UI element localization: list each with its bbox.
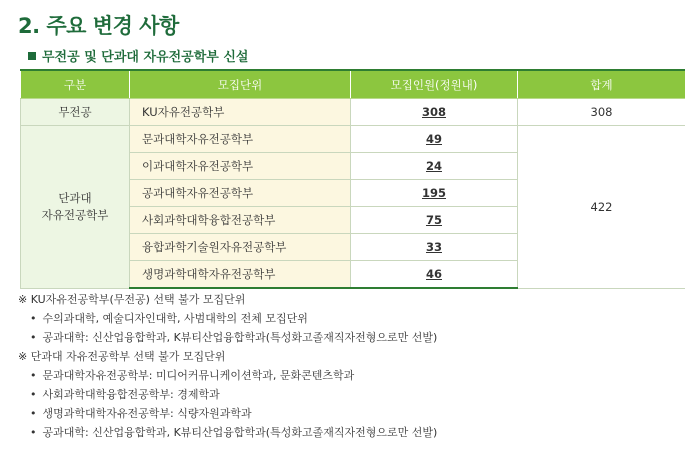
recruitment-table bbox=[20, 69, 685, 289]
unit-cell: 사회과학대학융합전공학부 bbox=[130, 207, 351, 234]
note-item: • 공과대학: 신산업융합학과, K뷰티산업융합학과(특성화고졸재직자전형으로만 선발) bbox=[18, 423, 437, 442]
subtitle-text: 무전공 및 단과대 자유전공학부 신설 bbox=[42, 50, 249, 65]
count-cell bbox=[351, 153, 518, 180]
unit-cell: 문과대학자유전공학부 bbox=[130, 126, 351, 153]
note-item: • 생명과학대학자유전공학부: 식량자원과학과 bbox=[18, 404, 437, 423]
count-cell bbox=[351, 99, 518, 126]
unit-cell: 생명과학대학자유전공학부 bbox=[130, 261, 351, 289]
table-header-row bbox=[21, 70, 685, 99]
notes-section bbox=[18, 290, 437, 442]
count-value: 46 bbox=[425, 267, 442, 281]
square-bullet-icon bbox=[28, 52, 36, 60]
category-line: 단과대 bbox=[58, 190, 92, 205]
table-row bbox=[21, 99, 685, 126]
unit-cell: 이과대학자유전공학부 bbox=[130, 153, 351, 180]
header-count: 모집인원(정원내) bbox=[351, 70, 518, 99]
unit-cell: 공과대학자유전공학부 bbox=[130, 180, 351, 207]
note-item: • 공과대학: 신산업융합학과, K뷰티산업융합학과(특성화고졸재직자전형으로만 선발) bbox=[18, 328, 437, 347]
total-cell: 308 bbox=[518, 99, 685, 126]
category-line: 자유전공학부 bbox=[41, 207, 109, 222]
total-cell: 422 bbox=[518, 126, 685, 289]
unit-cell: KU자유전공학부 bbox=[130, 99, 351, 126]
section-subtitle bbox=[28, 46, 248, 65]
count-value: 49 bbox=[425, 132, 442, 146]
count-cell bbox=[351, 234, 518, 261]
note-heading: ※ KU자유전공학부(무전공) 선택 불가 모집단위 bbox=[18, 293, 246, 306]
section-title: 2. 주요 변경 사항 bbox=[18, 14, 179, 38]
note-heading: ※ 단과대 자유전공학부 선택 불가 모집단위 bbox=[18, 350, 226, 363]
count-cell bbox=[351, 180, 518, 207]
category-cell bbox=[21, 126, 130, 289]
count-value: 195 bbox=[421, 186, 446, 200]
note-item: • 사회과학대학융합전공학부: 경제학과 bbox=[18, 385, 437, 404]
count-cell bbox=[351, 207, 518, 234]
category-cell: 무전공 bbox=[21, 99, 130, 126]
header-unit: 모집단위 bbox=[130, 70, 351, 99]
count-value: 75 bbox=[425, 213, 442, 227]
unit-cell: 융합과학기술원자유전공학부 bbox=[130, 234, 351, 261]
count-value: 33 bbox=[425, 240, 442, 254]
note-item: • 수의과대학, 예술디자인대학, 사범대학의 전체 모집단위 bbox=[18, 309, 437, 328]
count-cell bbox=[351, 261, 518, 289]
note-item: • 문과대학자유전공학부: 미디어커뮤니케이션학과, 문화콘텐츠학과 bbox=[18, 366, 437, 385]
header-total: 합계 bbox=[518, 70, 685, 99]
table-row bbox=[21, 126, 685, 153]
count-value: 308 bbox=[421, 105, 446, 119]
count-value: 24 bbox=[425, 159, 442, 173]
header-category: 구분 bbox=[21, 70, 130, 99]
count-cell bbox=[351, 126, 518, 153]
